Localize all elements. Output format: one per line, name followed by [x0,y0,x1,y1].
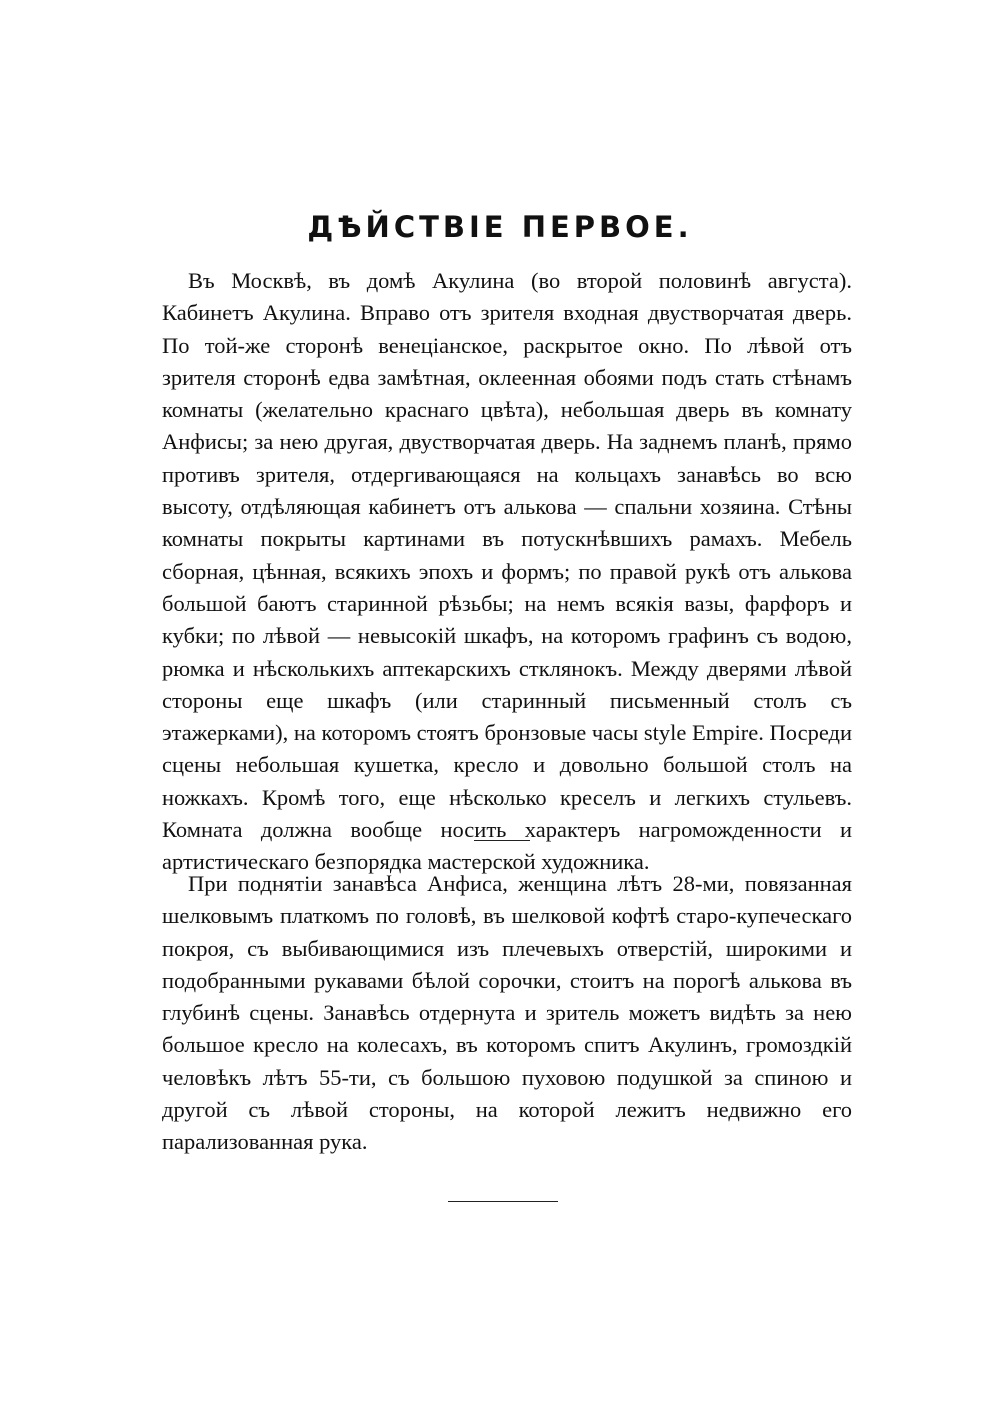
stage-setting-paragraph: Въ Москвѣ, въ домѣ Акулина (во второй половинѣ августа). Кабинетъ Акулина. Вправо отъ зрителя входная двустворчатая дверь. По той-же сторонѣ венеціанское, раскрытое окно. По лѣвой отъ зрителя сторонѣ едва замѣтная, оклеенная обоями подъ стать стѣнамъ комнаты (желательно краснаго цвѣта), небольшая дверь въ комнату Анфисы; за нею другая, двустворчатая дверь. На заднемъ планѣ, прямо противъ зрителя, отдергивающаяся на кольцахъ занавѣсь во всю высоту, отдѣляющая кабинетъ отъ алькова — спальни хозяина. Стѣны комнаты покрыты картинами въ потускнѣвшихъ рамахъ. Мебель сборная, цѣнная, всякихъ эпохъ и формъ; по правой рукѣ отъ алькова большой баютъ старинной рѣзьбы; на немъ всякія вазы, фарфоръ и кубки; по лѣвой — невысокій шкафъ, на которомъ графинъ съ водою, рюмка и нѣсколькихъ аптекарскихъ стклянокъ. Между дверями лѣвой стороны еще шкафъ (или старинный письменный столъ съ этажерками), на которомъ стоятъ бронзовые часы style Empire. Посреди сцены небольшая кушетка, кресло и довольно большой столъ на ножкахъ. Кромѣ того, еще нѣсколько креселъ и легкихъ стульевъ. Комната должна вообще носить характеръ нагроможденности и артистическаго безпорядка мастерской художника. [162,268,852,875]
act-heading: ДѢЙСТВІЕ ПЕРВОЕ. [307,210,693,244]
section-divider [474,840,530,841]
end-divider [448,1201,558,1202]
opening-scene-paragraph: При поднятіи занавѣса Анфиса, женщина лѣтъ 28-ми, повязанная шелковымъ платкомъ по головѣ, въ шелковой кофтѣ старо-купеческаго покроя, съ выбивающимися изъ плечевыхъ отверстій, широкими и подобранными рукавами бѣлой сорочки, стоитъ на порогѣ алькова въ глубинѣ сцены. Занавѣсь отдернута и зритель можетъ видѣть за нею большое кресло на колесахъ, въ которомъ спитъ Акулинъ, громоздкій человѣкъ лѣтъ 55-ти, съ большою пуховою подушкой за спиною и другой съ лѣвой стороны, на которой лежитъ недвижно его парализованная рука. [162,871,852,1155]
